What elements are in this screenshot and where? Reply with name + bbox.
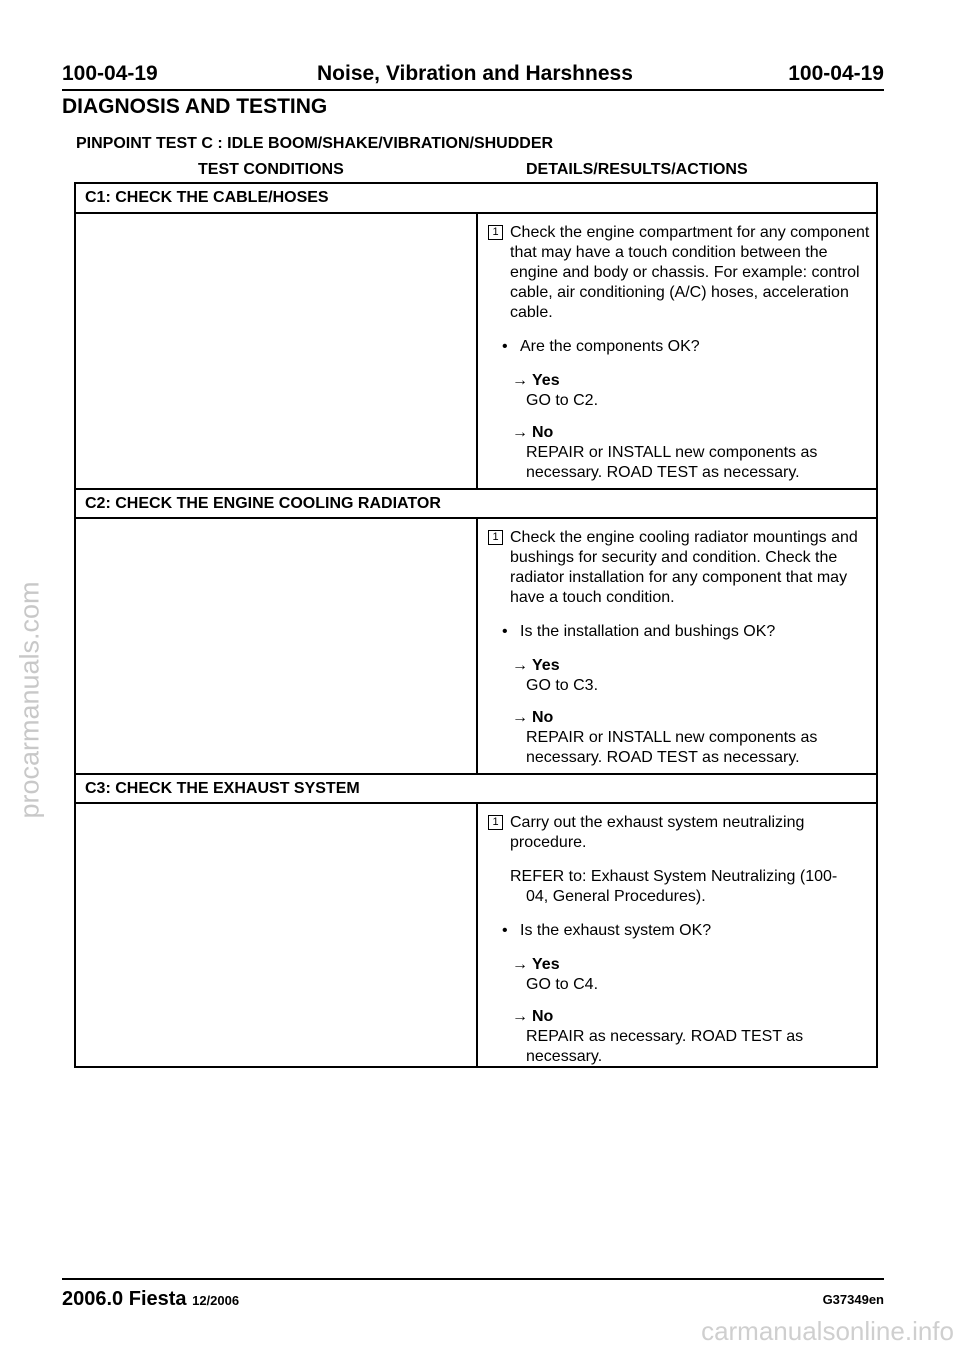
footer-date: 12/2006 <box>192 1293 240 1308</box>
answer-no <box>486 423 878 483</box>
step-c2-title: C2: CHECK THE ENGINE COOLING RADIATOR <box>85 495 441 512</box>
watermark-bottom: carmanualsonline.info <box>701 1316 954 1346</box>
answer-yes-label: Yes <box>532 372 560 389</box>
step-number-box: 1 <box>488 815 503 830</box>
column-divider <box>476 517 478 773</box>
reference-line-1: REFER to: Exhaust System Neutralizing (100- <box>510 868 838 885</box>
section-title: DIAGNOSIS AND TESTING <box>62 95 328 118</box>
answer-yes-label: Yes <box>532 657 560 674</box>
answer-yes-action: GO to C4. <box>526 976 599 993</box>
row-divider <box>76 488 876 490</box>
answer-yes <box>486 371 878 411</box>
answer-no-action: REPAIR as necessary. ROAD TEST as necessary. <box>526 1028 804 1065</box>
page-number-left: 100-04-19 <box>62 62 158 85</box>
bullet-icon: • <box>502 338 508 355</box>
answer-no-action: REPAIR or INSTALL new components as necessary. ROAD TEST as necessary. <box>526 444 818 481</box>
bullet-icon: • <box>502 922 508 939</box>
step-instruction: Carry out the exhaust system neutralizing procedure. <box>510 814 805 851</box>
bullet-icon: • <box>502 623 508 640</box>
arrow-right-icon: → <box>512 1008 528 1025</box>
footer-model-name: 2006.0 Fiesta <box>62 1288 187 1310</box>
answer-no <box>486 708 878 768</box>
answer-no <box>486 1007 878 1067</box>
answer-no-action: REPAIR or INSTALL new components as necessary. ROAD TEST as necessary. <box>526 729 818 766</box>
page-number-right: 100-04-19 <box>788 62 884 85</box>
step-number-box: 1 <box>488 225 503 240</box>
answer-yes-label: Yes <box>532 956 560 973</box>
arrow-right-icon: → <box>512 657 528 674</box>
step-c3-details <box>486 813 878 1079</box>
step-c3-title: C3: CHECK THE EXHAUST SYSTEM <box>85 780 360 797</box>
column-header-test-conditions: TEST CONDITIONS <box>198 161 344 178</box>
answer-yes-action: GO to C3. <box>526 677 599 694</box>
step-c1-details <box>486 223 878 495</box>
step-question: Are the components OK? <box>520 338 700 355</box>
answer-yes <box>486 955 878 995</box>
pinpoint-test-table <box>74 182 878 1068</box>
arrow-right-icon: → <box>512 372 528 389</box>
arrow-right-icon: → <box>512 424 528 441</box>
column-divider <box>476 802 478 1068</box>
footer-code: G37349en <box>822 1292 884 1307</box>
answer-no-label: No <box>532 709 554 726</box>
step-question: Is the installation and bushings OK? <box>520 623 776 640</box>
watermark-side: procarmanuals.com <box>14 581 45 819</box>
step-number-box: 1 <box>488 530 503 545</box>
answer-yes <box>486 656 878 696</box>
step-instruction: Check the engine cooling radiator mountings and bushings for security and condition. Check the radiator installation for any component that may have a touch condition. <box>510 529 858 606</box>
row-divider <box>76 773 876 775</box>
answer-yes-action: GO to C2. <box>526 392 599 409</box>
step-question: Is the exhaust system OK? <box>520 922 712 939</box>
column-header-details: DETAILS/RESULTS/ACTIONS <box>526 161 748 178</box>
pinpoint-test-title: PINPOINT TEST C : IDLE BOOM/SHAKE/VIBRATION/SHUDDER <box>76 135 554 152</box>
answer-no-label: No <box>532 1008 554 1025</box>
answer-no-label: No <box>532 424 554 441</box>
chapter-title: Noise, Vibration and Harshness <box>317 62 633 85</box>
step-instruction: Check the engine compartment for any component that may have a touch condition between the engine and body or chassis. For example: control cable, air conditioning (A/C) hoses, acceleration cable. <box>510 224 870 321</box>
footer-model <box>62 1288 239 1311</box>
footer-rule <box>62 1278 884 1280</box>
arrow-right-icon: → <box>512 956 528 973</box>
header-rule <box>62 89 884 91</box>
reference-line-2: 04, General Procedures). <box>526 888 706 905</box>
arrow-right-icon: → <box>512 709 528 726</box>
step-c1-title: C1: CHECK THE CABLE/HOSES <box>85 189 329 206</box>
column-divider <box>476 212 478 488</box>
reference <box>486 867 878 907</box>
page-header <box>62 62 884 88</box>
step-c2-details <box>486 528 878 780</box>
